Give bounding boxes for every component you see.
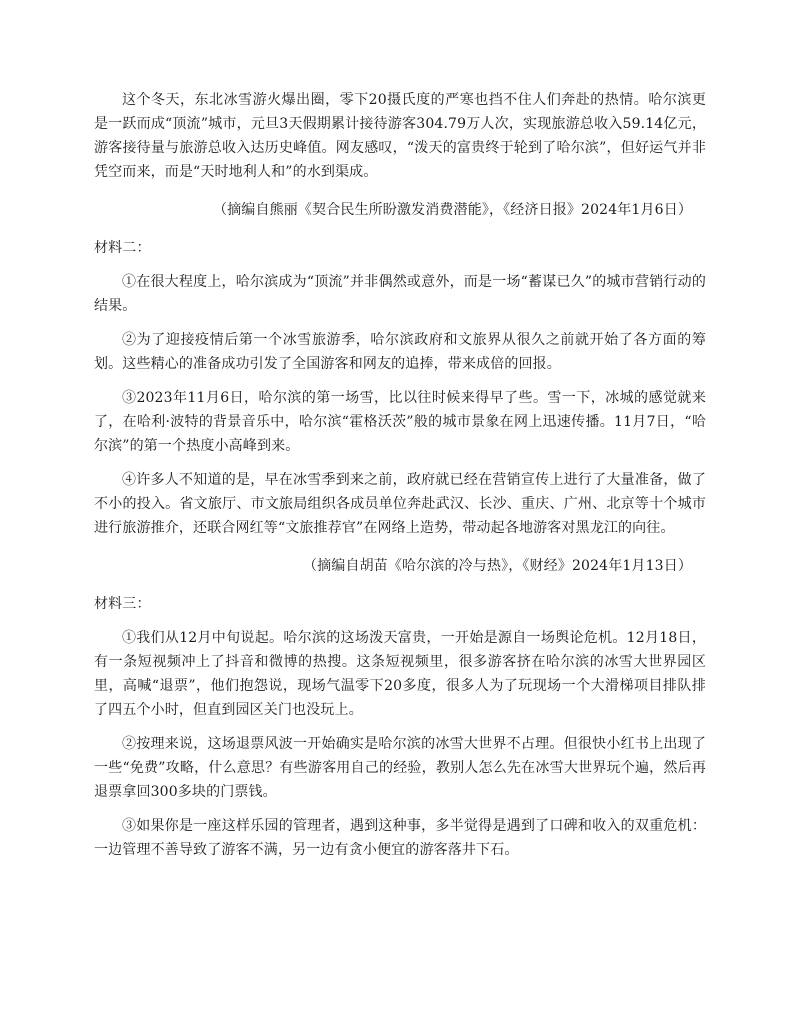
source-citation-1: （摘编自熊丽《契合民生所盼激发消费潜能》，《经济日报》2024年1月6日） <box>213 202 692 218</box>
material-three-heading: 材料三： <box>94 596 151 612</box>
material-three-paragraph-1: ①我们从12月中旬说起。哈尔滨的这场泼天富贵，一开始是源自一场舆论危机。12月18日，有一条短视频冲上了抖音和微博的热搜。这条短视频里，很多游客挤在哈尔滨的冰雪大世界园区里，高喊“退票”，他们抱怨说，现场气温零下20多度，很多人为了玩现场一个大滑梯项目排队排了四五个小时，但直到园区关门也没玩上。 <box>94 630 706 718</box>
document-page <box>94 88 706 862</box>
material-two-paragraph-4: ④许多人不知道的是，早在冰雪季到来之前，政府就已经在营销宣传上进行了大量准备，做了不小的投入。省文旅厅、市文旅局组织各成员单位奔赴武汉、长沙、重庆、广州、北京等十个城市进行旅游推介，还联合网红等“文旅推荐官”在网络上造势，带动起各地游客对黑龙江的向往。 <box>94 472 706 536</box>
source-citation-2: （摘编自胡苗《哈尔滨的冷与热》，《财经》2024年1月13日） <box>303 558 692 574</box>
material-three-paragraph-2: ②按理来说，这场退票风波一开始确实是哈尔滨的冰雪大世界不占理。但很快小红书上出现了一些“免费”攻略，什么意思？有些游客用自己的经验，教别人怎么先在冰雪大世界玩个遍，然后再退票拿回300多块的门票钱。 <box>94 736 706 800</box>
material-two-paragraph-1: ①在很大程度上，哈尔滨成为“顶流”并非偶然或意外，而是一场“蓄谋已久”的城市营销行动的结果。 <box>94 274 706 314</box>
material-two-paragraph-3: ③2023年11月6日，哈尔滨的第一场雪，比以往时候来得早了些。雪一下，冰城的感觉就来了，在哈利·波特的背景音乐中，哈尔滨“霍格沃茨”般的城市景象在网上迅速传播。11月7日，“哈尔滨”的第一个热度小高峰到来。 <box>94 390 706 454</box>
intro-paragraph: 这个冬天，东北冰雪游火爆出圈，零下20摄氏度的严寒也挡不住人们奔赴的热情。哈尔滨更是一跃而成“顶流”城市，元旦3天假期累计接待游客304.79万人次，实现旅游总收入59.14亿元，游客接待量与旅游总收入达历史峰值。网友感叹，“泼天的富贵终于轮到了哈尔滨”，但好运气并非凭空而来，而是“天时地利人和”的水到渠成。 <box>94 92 706 180</box>
material-two-paragraph-2: ②为了迎接疫情后第一个冰雪旅游季，哈尔滨政府和文旅界从很久之前就开始了各方面的筹划。这些精心的准备成功引发了全国游客和网友的追捧，带来成倍的回报。 <box>94 332 706 372</box>
material-two-heading: 材料二： <box>94 240 151 256</box>
material-three-paragraph-3: ③如果你是一座这样乐园的管理者，遇到这种事，多半觉得是遇到了口碑和收入的双重危机：一边管理不善导致了游客不满，另一边有贪小便宜的游客落井下石。 <box>94 818 706 858</box>
